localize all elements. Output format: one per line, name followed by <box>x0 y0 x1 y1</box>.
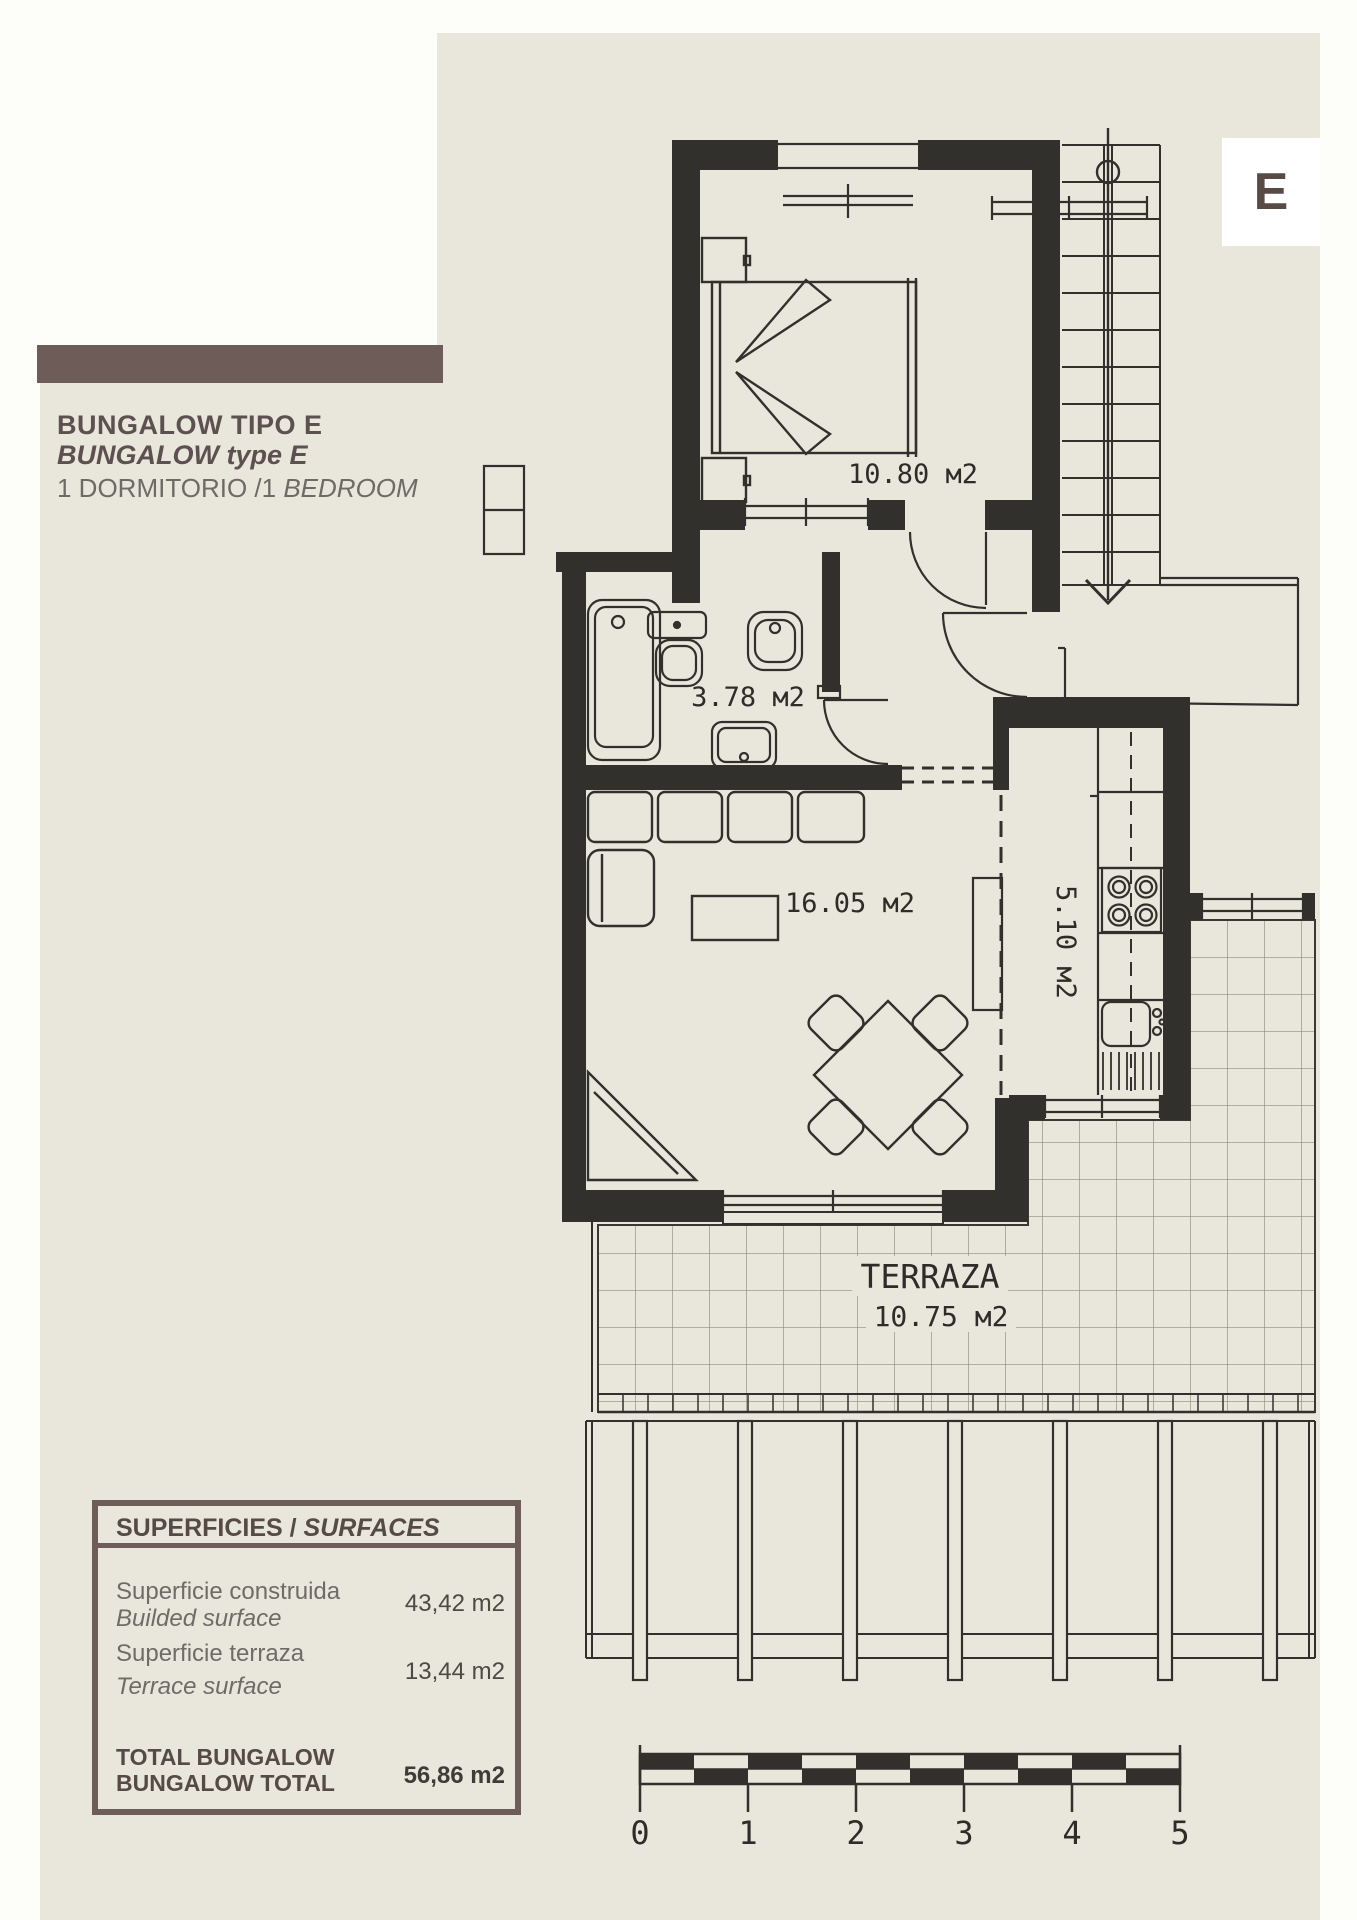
accent-bar <box>37 345 443 383</box>
terrace-window <box>1202 893 1303 920</box>
table-row-built-value: 43,42 m2 <box>404 1590 505 1617</box>
washbasin <box>712 722 776 768</box>
table-row-built-label <box>116 1578 340 1632</box>
header-en: SURFACES <box>303 1514 440 1542</box>
terrace-surface-en: Terrace surface <box>116 1673 282 1700</box>
plan-subtitle <box>57 472 437 505</box>
table-row-total-label <box>116 1744 335 1796</box>
kitchen-window <box>1045 1095 1160 1118</box>
terrace-area-label: 10.75 м2 <box>873 1300 1009 1333</box>
living-window <box>723 1190 943 1224</box>
dining-chair <box>909 992 971 1054</box>
scale-bar <box>630 1745 1189 1852</box>
scale-label-3: 3 <box>954 1814 974 1852</box>
bathroom-door-swing <box>818 686 888 764</box>
dining-chair <box>909 1096 971 1158</box>
dining-table <box>805 992 971 1158</box>
bathtub <box>588 600 660 760</box>
surfaces-table-header <box>98 1506 515 1548</box>
bar-counter <box>973 878 1002 1010</box>
plan-title-es: BUNGALOW TIPO E <box>57 410 323 440</box>
terrace-name-label: TERRAZA <box>860 1257 1000 1296</box>
kitchen-sink <box>1102 1002 1165 1090</box>
title-block <box>57 410 437 505</box>
plan-title-en: BUNGALOW type E <box>57 440 308 470</box>
porch-railing <box>992 196 1147 220</box>
kitchen <box>1050 728 1165 1095</box>
unit-type-badge: E <box>1222 138 1320 246</box>
dining-chair <box>805 1096 867 1158</box>
entry-door-swing <box>943 613 1027 697</box>
staircase <box>1062 128 1160 603</box>
subtitle-en: BEDROOM <box>283 473 418 503</box>
terrace-floor <box>598 920 1315 1412</box>
scale-label-0: 0 <box>630 1814 650 1852</box>
table-row-total-value: 56,86 m2 <box>403 1762 505 1789</box>
bidet <box>748 612 802 670</box>
pergola <box>586 1421 1315 1680</box>
pillow <box>736 280 830 362</box>
built-surface-es: Superficie construida <box>116 1578 341 1605</box>
bedroom <box>702 238 978 502</box>
bathroom-area-label: 3.78 м2 <box>691 682 805 713</box>
subtitle-es: 1 DORMITORIO /1 <box>57 473 284 503</box>
surfaces-table <box>92 1500 521 1815</box>
scale-label-4: 4 <box>1062 1814 1082 1852</box>
scale-label-5: 5 <box>1170 1814 1190 1852</box>
living-room <box>588 792 1002 1180</box>
living-area-label: 16.05 м2 <box>784 888 916 919</box>
toilet <box>648 612 706 686</box>
corner-unit <box>588 1072 696 1180</box>
bedroom-area-label: 10.80 м2 <box>847 459 979 490</box>
terrace <box>592 920 1315 1412</box>
pillow <box>736 372 830 454</box>
built-surface-en: Builded surface <box>116 1605 282 1632</box>
open-passage-dashes <box>902 768 993 782</box>
dining-chair <box>805 992 867 1054</box>
entry-porch <box>1058 578 1298 705</box>
total-label-line2: BUNGALOW TOTAL <box>116 1770 335 1796</box>
bathroom <box>484 466 805 768</box>
total-label-line1: TOTAL BUNGALOW <box>116 1744 335 1770</box>
scale-label-2: 2 <box>846 1814 866 1852</box>
bedroom-door-swing <box>910 532 986 608</box>
kitchen-area-label: 5.10 м2 <box>1050 885 1081 999</box>
table-row-terrace-label <box>116 1640 304 1700</box>
table-row-terrace-value: 13,44 m2 <box>404 1658 505 1685</box>
terrace-surface-es: Superficie terraza <box>116 1640 305 1667</box>
coffee-table <box>692 896 778 940</box>
nightstand <box>702 458 750 502</box>
utility-shaft <box>484 466 524 554</box>
wall <box>672 140 700 603</box>
nightstand <box>702 238 750 282</box>
interior-window <box>745 498 868 526</box>
bed <box>712 278 916 457</box>
bedroom-window <box>770 144 926 218</box>
header-es: SUPERFICIES / <box>116 1514 304 1542</box>
pergola-posts <box>633 1421 1277 1680</box>
scale-label-1: 1 <box>738 1814 758 1852</box>
